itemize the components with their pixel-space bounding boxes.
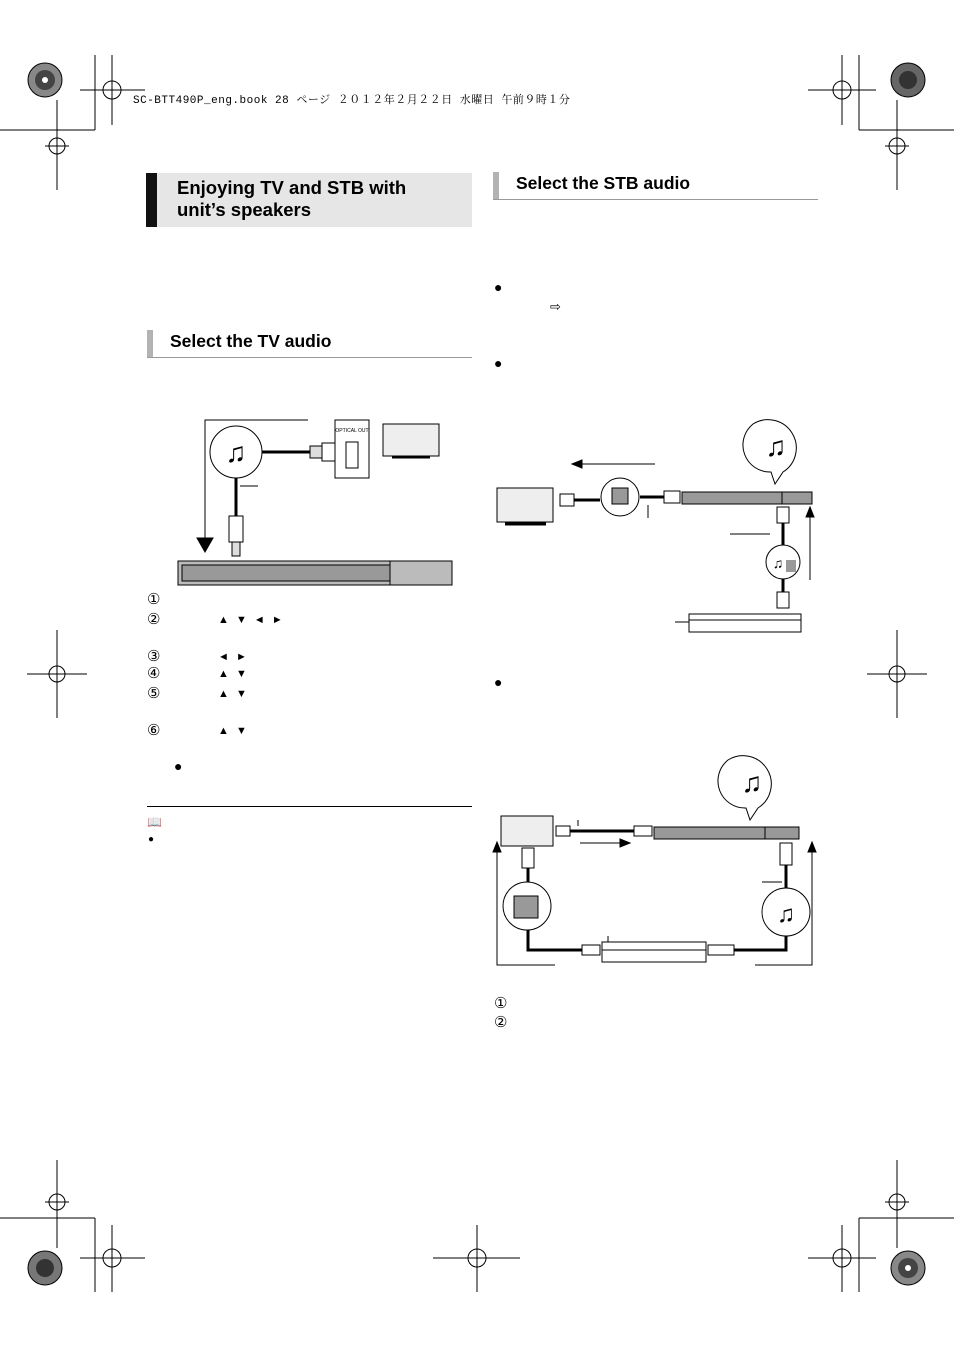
stb-audio-heading: Select the STB audio [516,173,691,193]
step-number: ① [494,995,508,1012]
svg-text:♫: ♫ [765,431,787,462]
svg-text:♫: ♫ [741,767,763,798]
arrow-keys: ▲ ▼ ◄ ► [218,614,285,626]
bullet: ● [494,279,503,295]
note-bullet: ● [148,834,155,845]
reference-arrow-icon: ⇨ [550,299,561,314]
step-number: ⑥ [147,722,161,739]
bullet: ● [174,758,183,774]
bullet: ● [494,674,503,690]
svg-text:♫: ♫ [772,555,784,571]
svg-text:♫: ♫ [777,901,795,928]
step-number: ② [494,1014,508,1031]
section-title: Enjoying TV and STB with unit’s speakers [177,177,407,220]
svg-text:♫: ♫ [225,437,247,468]
tv-audio-heading: Select the TV audio [170,331,332,351]
step-number: ⑤ [147,685,161,702]
note-icon: 📖 [147,815,162,829]
step-number: ② [147,611,161,628]
arrow-keys: ◄ ► [218,651,249,663]
arrow-keys: ▲ ▼ [218,688,249,700]
running-header: SC-BTT490P_eng.book 28 ページ ２０１２年２月２２日 水曜日 午前９時１分 [133,95,571,107]
step-number: ① [147,591,161,608]
arrow-keys: ▲ ▼ [218,725,249,737]
optical-out-label: OPTICAL OUT [335,428,369,434]
bullet: ● [494,355,503,371]
step-number: ③ [147,648,161,665]
arrow-keys: ▲ ▼ [218,668,249,680]
step-number: ④ [147,665,161,682]
